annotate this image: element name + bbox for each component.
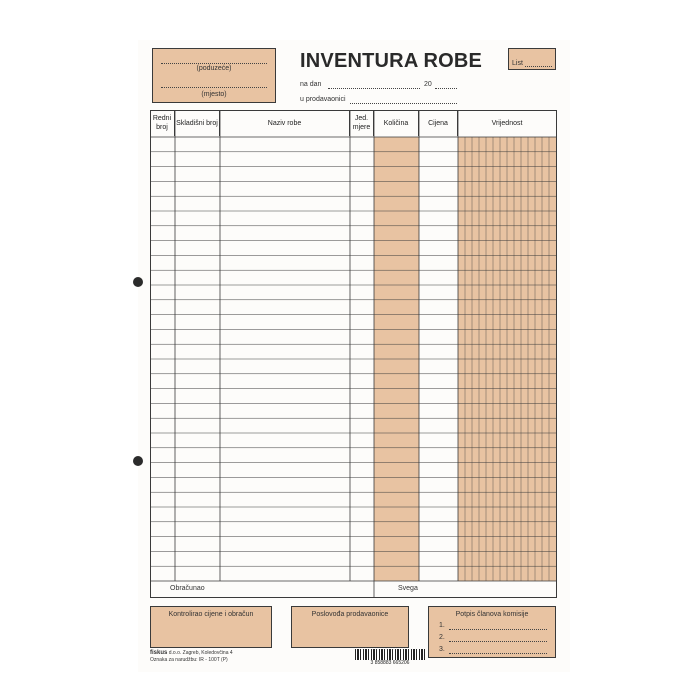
- date-label: na dan: [300, 81, 322, 88]
- barcode-number: 3 858883 665206: [370, 660, 410, 666]
- col-header-quantity: Količina: [374, 110, 419, 136]
- committee-num-2: 2.: [439, 634, 445, 641]
- committee-num-1: 1.: [439, 622, 445, 629]
- barcode: [355, 649, 425, 667]
- col-header-unit: Jed. mjere: [350, 110, 374, 136]
- store-label: u prodavaonici: [300, 96, 346, 103]
- calculated-by-label: Obračunao: [170, 585, 205, 592]
- form-title: INVENTURA ROBE: [300, 50, 483, 72]
- publisher-address: d.o.o. Zagreb, Koledovčina 4: [168, 650, 233, 656]
- sheet-label: List: [512, 60, 523, 67]
- col-header-item-name: Naziv robe: [220, 110, 350, 136]
- manager-box: [291, 606, 409, 648]
- col-header-value: Vrijednost: [491, 119, 523, 127]
- price-check-box: [150, 606, 272, 648]
- company-label: (poduzeće): [196, 65, 232, 72]
- col-header-price: Cijena: [419, 110, 458, 136]
- year-label: 20: [424, 81, 432, 88]
- col-header-serial: Redni broj: [150, 110, 175, 136]
- committee-label: Potpis članova komisije: [455, 611, 529, 618]
- publisher-order-code: Oznaka za narudžbu: IR - 100T (P): [150, 657, 228, 663]
- price-check-label: Kontrolirao cijene i obračun: [168, 611, 254, 618]
- barcode-bars: [355, 649, 425, 660]
- committee-box: [428, 606, 556, 658]
- publisher-brand: fiskus: [150, 650, 168, 656]
- manager-label: Poslovođa prodavaonice: [311, 611, 389, 618]
- col-header-stock-no: Skladišni broj: [175, 110, 220, 136]
- place-label: (mjesto): [201, 91, 227, 98]
- committee-num-3: 3.: [439, 646, 445, 653]
- total-label: Svega: [398, 585, 418, 592]
- publisher-info: [150, 650, 233, 664]
